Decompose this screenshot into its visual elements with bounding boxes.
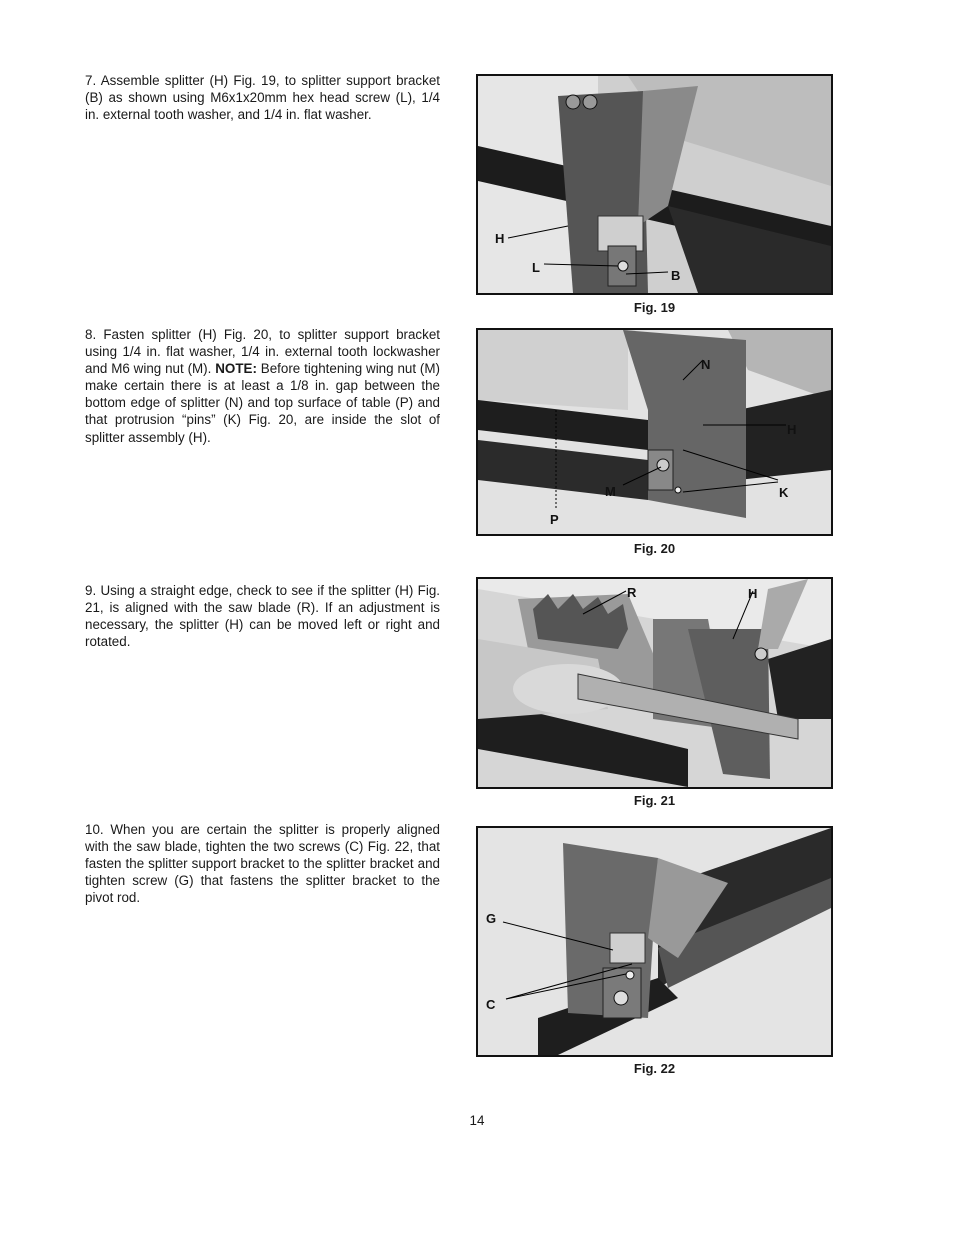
figure-20-illustration <box>478 330 831 534</box>
figure-22-illustration <box>478 828 831 1055</box>
fig21-label-h: H <box>748 586 758 601</box>
step-8-note-label: NOTE: <box>215 361 257 377</box>
fig20-label-h: H <box>787 422 797 437</box>
step-7-text: 7. Assemble splitter (H) Fig. 19, to splitter support bracket (B) as shown using M6x1x20mm hex head screw (L), 1/4 in. external tooth washer, and 1/4 in. flat washer. <box>85 73 440 123</box>
figure-20-caption: Fig. 20 <box>633 541 676 556</box>
figure-19-photo <box>476 74 833 295</box>
figure-21-illustration <box>478 579 831 787</box>
figure-19-caption: Fig. 19 <box>633 300 676 315</box>
fig22-label-c: C <box>486 997 496 1012</box>
step-9-text: 9. Using a straight edge, check to see if the splitter (H) Fig. 21, is aligned with the saw blade (R). If an adjustment is necessary, the splitter (H) can be moved left or right and rotated. <box>85 583 440 650</box>
fig19-label-l: L <box>532 260 540 275</box>
step-8-text-end: Before tightening wing nut (M) make certain there is at least a 1/8 in. gap between the bottom edge of splitter (N) and top surface of table (P) and that protrusion “pins” (K) Fig. 20, are inside the slot of splitter assembly (H). <box>85 361 441 445</box>
figure-22-caption: Fig. 22 <box>633 1061 676 1076</box>
step-8-text <box>85 326 440 446</box>
fig20-label-p: P <box>550 512 559 527</box>
figure-21-photo <box>476 577 833 789</box>
fig20-label-n: N <box>701 357 711 372</box>
step-10-text: 10. When you are certain the splitter is properly aligned with the saw blade, tighten the two screws (C) Fig. 22, that fasten the splitter support bracket to the splitter bracket and tighten screw (G) that fastens the splitter bracket to the pivot rod. <box>85 822 440 906</box>
fig21-label-r: R <box>627 585 637 600</box>
step-8-text-start: 8. Fasten splitter (H) Fig. 20, to splitter support bracket using 1/4 in. flat washer, 1/4 in. external tooth lockwasher and M6 wing nut (M). <box>85 327 440 377</box>
figure-20-photo <box>476 328 833 536</box>
figure-22-photo <box>476 826 833 1057</box>
fig20-label-m: M <box>605 484 616 499</box>
fig19-label-b: B <box>671 268 681 283</box>
page-number: 14 <box>469 1113 485 1128</box>
fig20-label-k: K <box>779 485 789 500</box>
figure-19-illustration <box>478 76 831 293</box>
fig22-label-g: G <box>486 911 497 926</box>
figure-21-caption: Fig. 21 <box>633 793 676 808</box>
fig19-label-h: H <box>495 231 505 246</box>
